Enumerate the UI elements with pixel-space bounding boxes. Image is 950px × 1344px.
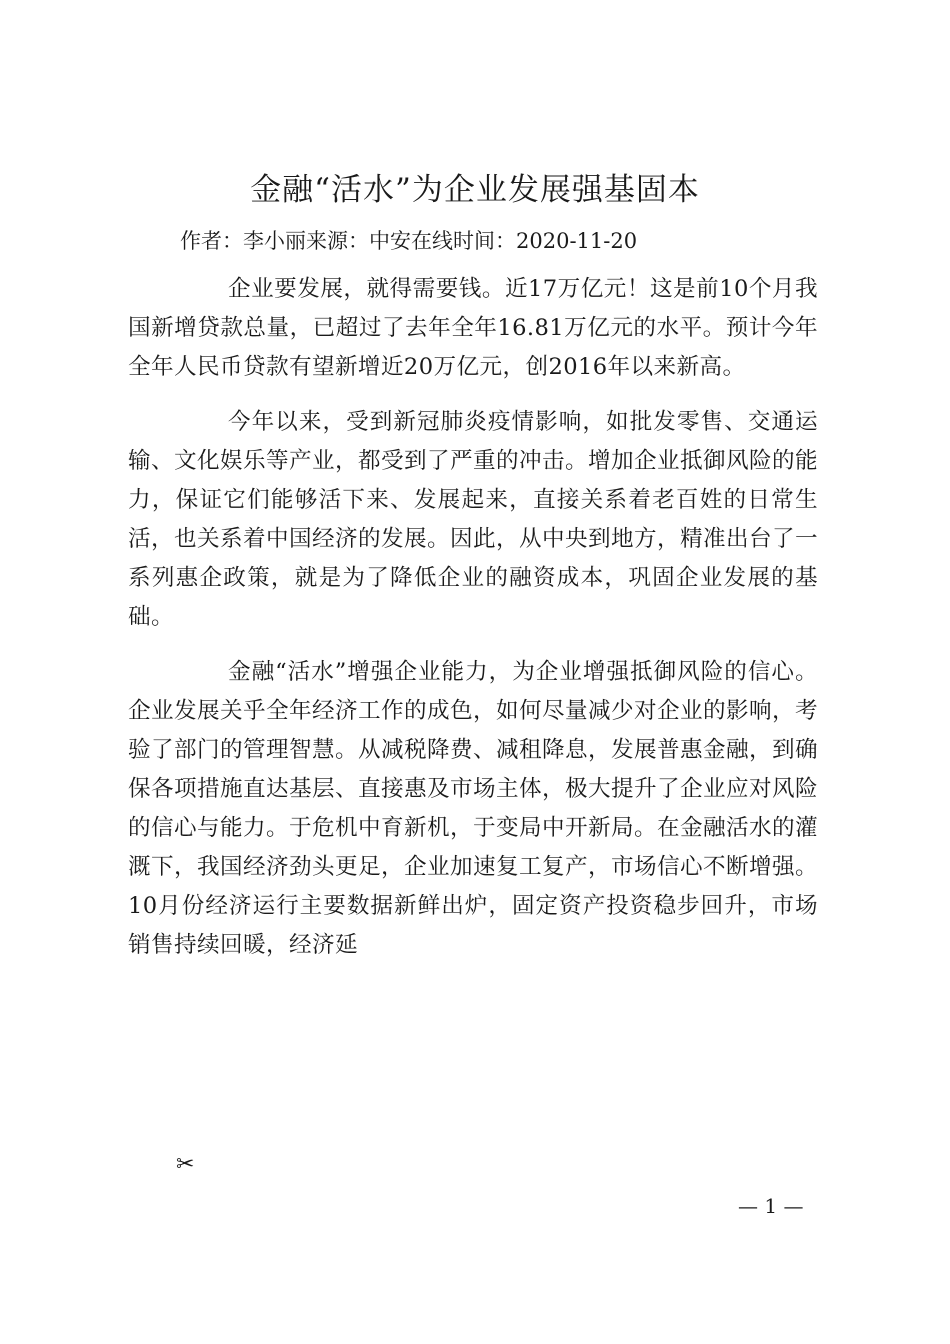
paragraph-2: 今年以来，受到新冠肺炎疫情影响，如批发零售、交通运输、文化娱乐等产业，都受到了严重的冲击。增加企业抵御风险的能力，保证它们能够活下来、发展起来，直接关系着老百姓的日常生活，也关系着中国经济的发展。因此，从中央到地方，精准出台了一系列惠企政策，就是为了降低企业的融资成本，巩固企业发展的基础。: [128, 409, 818, 630]
page-number: — 1 —: [738, 1194, 804, 1218]
article-body: [128, 270, 818, 981]
paragraph-3: 金融“活水”增强企业能力，为企业增强抵御风险的信心。企业发展关乎全年经济工作的成色，如何尽量减少对企业的影响，考验了部门的管理智慧。从减税降费、减租降息，发展普惠金融，到确保各项措施直达基层、直接惠及市场主体，极大提升了企业应对风险的信心与能力。于危机中育新机，于变局中开新局。在金融活水的灌溉下，我国经济劲头更足，企业加速复工复产，市场信心不断增强。10月份经济运行主要数据新鲜出炉，固定资产投资稳步回升，市场销售持续回暖，经济延: [128, 659, 818, 958]
document-title: 金融“活水”为企业发展强基固本: [250, 172, 700, 208]
byline: 作者：李小丽来源：中安在线时间：2020-11-20: [180, 229, 638, 253]
paragraph-1: 企业要发展，就得需要钱。近17万亿元！这是前10个月我国新增贷款总量，已超过了去年全年16.81万亿元的水平。预计今年全年人民币贷款有望新增近20万亿元，创2016年以来新高。: [128, 276, 818, 380]
scissors-icon: ✂: [176, 1152, 195, 1177]
